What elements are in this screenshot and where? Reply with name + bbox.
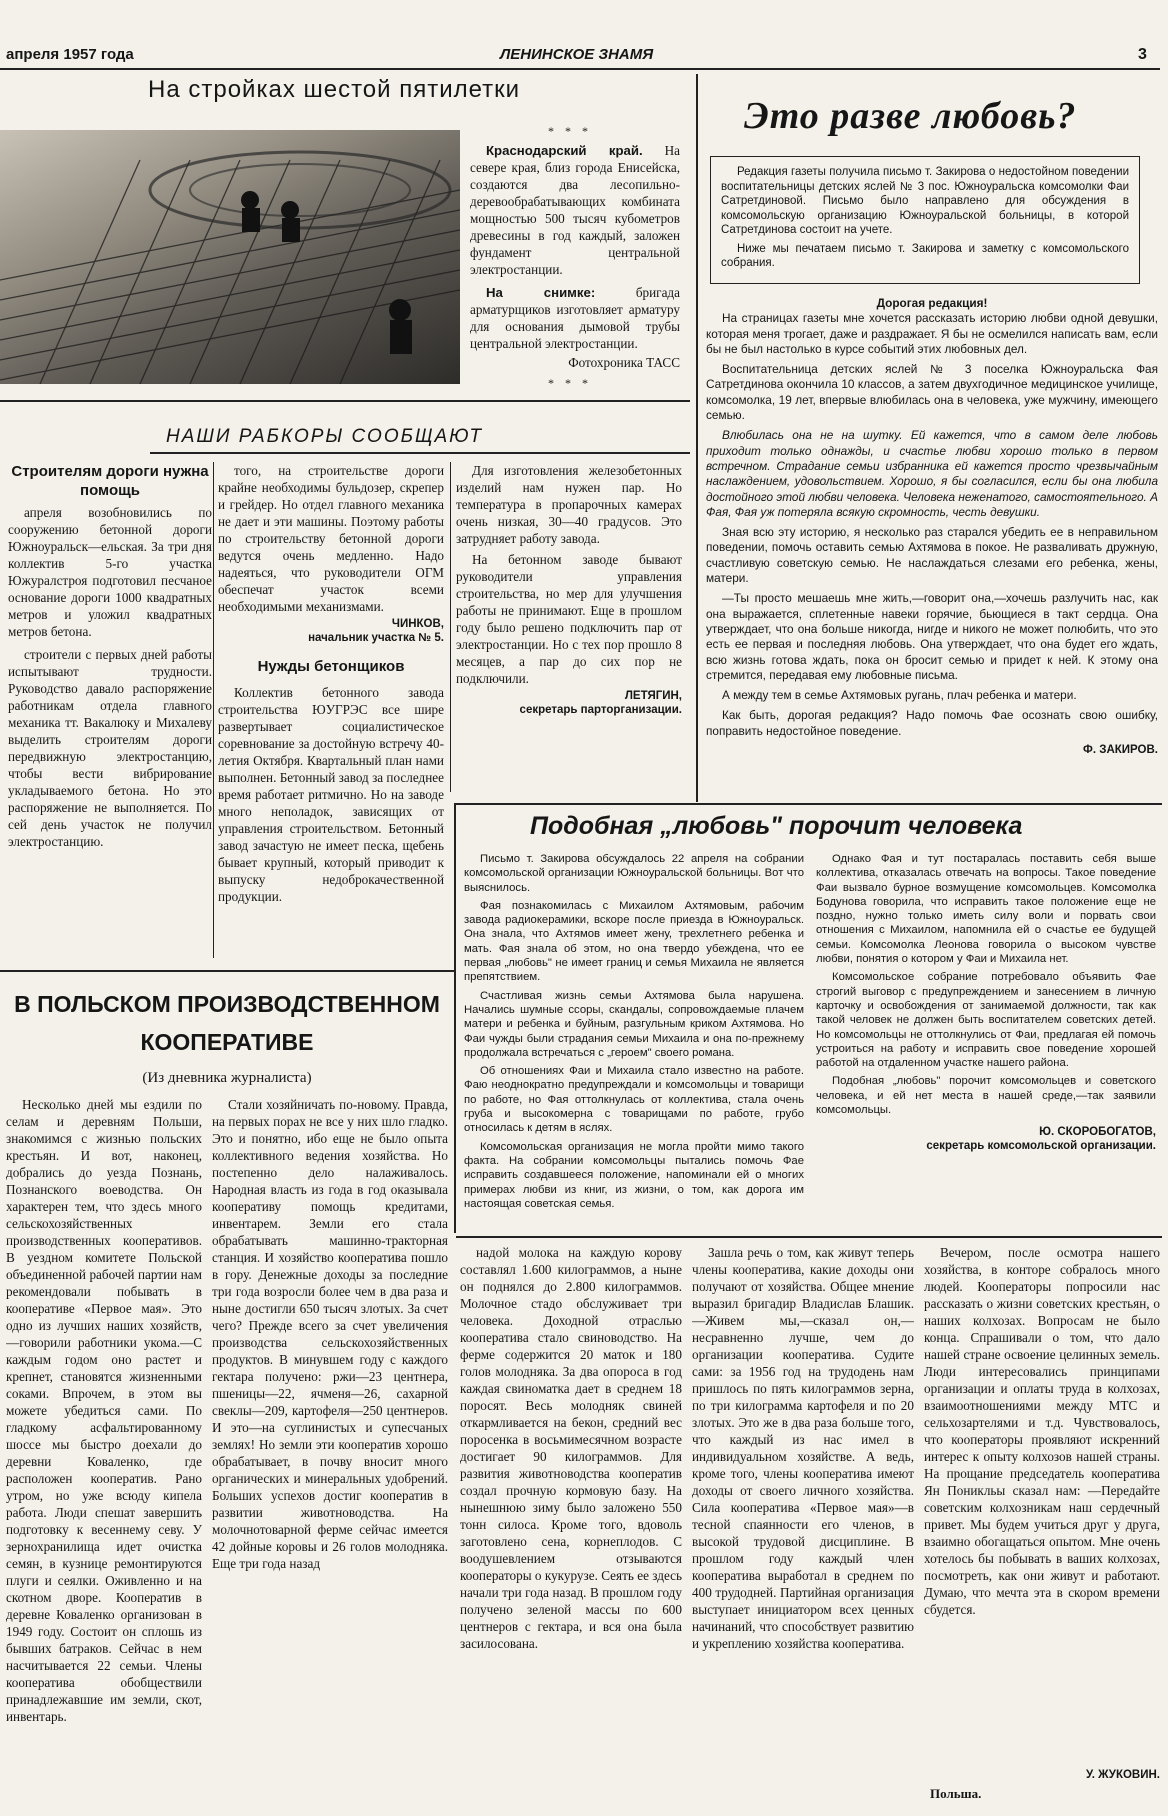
love-letter	[706, 296, 1158, 757]
roads-paragraph: строители с первых дней работы испытывают трудности. Руководство давало распоряжение работникам отдела главного механика тт. Вакалюку и Михалеву выделить строителям дороги передвижную электростанцию, чтобы вести вибрирование укладываемого бетона. Но это распоряжение не выполняется. По сей день участок не получил электростанцию.	[8, 647, 212, 849]
roads-paragraph: апреля возобновились по сооружению бетонной дороги Южноуральск—ельская. За три дня коллектив 5-го участка Южуралстроя подготовил песчаное основание дороги 1000 квадратных метров и уложил квадратных метров бетона.	[8, 505, 212, 639]
polish-col-2	[212, 1096, 448, 1808]
page-number: 3	[1138, 46, 1147, 63]
similar-signature: Ю. СКОРОБОГАТОВ,	[1039, 1126, 1156, 1139]
polish-paragraph: Зашла речь о том, как живут теперь члены кооператива, какие доходы они получают от хозяйства. Общее мнение выразил бригадир Владислав Блашик. —Живем мы,—сказал он,—несравненно лучше, чем до организации кооператива. Судите сами: за 1956 год на трудодень нам пришлось по пять килограммов зерна, по три килограмма картофеля и по 20 злотых. Это же в два раза больше того, что каждый из нас имел в индивидуальном хозяйстве. А ведь, кроме того, члены кооператива имеют доходы от своего личного хозяйства. Сила кооператива «Первое мая»—в тесной спаянности его членов, в высокой трудовой дисциплине. В прошлом году каждый член кооператива выработал в среднем по 400 трудодней. Партийная организация выступает инициатором всех ценных начинаний, что способствует развитию и укреплению хозяйства кооператива.	[692, 1245, 914, 1651]
polish-subtitle: (Из дневника журналиста)	[142, 1070, 312, 1086]
rabkory-col-rule-1	[213, 462, 214, 958]
construction-stars-top: * * *	[548, 124, 592, 138]
polish-col-3	[460, 1244, 682, 1808]
polish-paragraph: Вечером, после осмотра нашего хозяйства, в конторе собралось много людей. Кооператоры попросили нас рассказать о жизни советских крестьян, о наших колхозах. Вопросам не было конца. Спрашивали о том, что дало нашей стране освоение целинных земель. Люди интересовались принципами организации и оплаты труда в колхозах, взаимоотношениями между МТС и сельхозартелями и т.д. Чувствовалось, что кооператоры проявляют искренний интерес к опыту колхозов нашей страны. На прощание председатель кооператива Ян Поникльы сказал нам: —Передайте советским колхозникам наш сердечный привет. Мы будем учиться друг у друга, взаимно обогащаться опытом. Мне очень хотелось бы побывать в ваших колхозах, посмотреть, как они живут и работают. Думаю, что мечта эта в скором времени сбудется.	[924, 1245, 1160, 1617]
polish-col-1	[6, 1096, 202, 1808]
love-intro-text: Редакция газеты получила письмо т. Закирова о недостойном поведении воспитательницы детских яслей № 3 пос. Южноуральска комсомолки Фаи Сатретдиновой. Письмо было направлено для обсуждения в комсомольскую организацию Южноуральской больницы, в которой Сатретдинова состоит на учете.	[721, 166, 1129, 236]
concrete-title: Нужды бетонщиков	[257, 658, 405, 675]
construction-region: Краснодарский край.	[486, 143, 643, 158]
concrete-signature: ЛЕТЯГИН,	[624, 690, 682, 702]
love-paragraph: —Ты просто мешаешь мне жить,—говорит она,—хочешь разлучить нас, как она выражается, сплетенные навеки горячие, бьющиеся в такт сердца. Она утверждает, что она больше никогда, нигде и никого не может полюбить, что это есть ее первая и последняя любовь. Она утверждает, что она будет его ждать, всю жизнь готова ждать, пока он бросит семью и придет к ней. К этому она стремится, передавая ему любовные письма.	[706, 591, 1158, 682]
polish-col-5	[924, 1244, 1160, 1764]
rabkory-heading-underline	[150, 452, 690, 454]
rabkory-roads	[8, 462, 212, 850]
love-intro-box	[710, 156, 1140, 284]
construction-heading: На стройках шестой пятилетки	[148, 76, 521, 103]
photo-credit: Фотохроника ТАСС	[568, 355, 680, 370]
construction-text	[470, 142, 680, 371]
similar-paragraph: Комсомольская организация не могла пройти мимо такого факта. На собрании комсомольцы пытались помочь Фае исправить создавшееся положение, напоминали ей о многих примерах любви из книг, из жизни, о том, как дорога им настоящая советская семья.	[464, 1140, 804, 1210]
similar-paragraph: Комсомольское собрание потребовало объявить Фае строгий выговор с предупреждением и занесением в личную карточку и освобождения от занимаемой должности, так как такой человек не должен быть воспитателем советских детей. Но комсомольцы не оттолкнулись от Фаи, предлагая ей помочь устроиться на работу и исправить свое поведение хорошей работой на отдаленном участке нашего района.	[816, 971, 1156, 1070]
similar-left-rule	[454, 803, 456, 1233]
concrete-paragraph: Для изготовления железобетонных изделий нам нужен пар. Но температура в пропарочных камерах очень низкая, 30—40 градусов. Это затрудняет работу завода.	[456, 463, 682, 546]
column-rule-top	[696, 74, 698, 802]
love-paragraph: Влюбилась она не на шутку. Ей кажется, что в самом деле любовь приходит только однажды, и счастье любви хорошо только в первом встречном. Страдание семьи избранника ей кажется просто чрезвычайным наслаждением, удовольствием. Хорошо, я бы согласился, если бы она любила достойного этой любви человека. Человека неженатого, самостоятельного. А Фая, Фая уж потеряла всякую скромность, честь девушки.	[706, 428, 1158, 519]
love-salutation: Дорогая редакция!	[876, 296, 988, 310]
similar-paragraph: Однако Фая и тут постаралась поставить себя выше коллектива, отказалась отвечать на вопросы. Такое поведение Фаи вызвало бурное возмущение комсомольцев. Комсомолка Бодунова говорила, что исправить такое положение еще не поздно, нужно только иметь силу воли и порвать свои отношения с Михаилом, напомнила ей о счастье ее будущей семьи. Комсомолка Леонова говорила о высоком чувстве любви, понятия о котором у Фаи и Михаила нет.	[816, 853, 1156, 966]
polish-paragraph: Несколько дней мы ездили по селам и деревням Польши, знакомимся с жизнью польских крестьян. И вот, наконец, добрались до уезда Познань, Познанского воеводства. Он характерен тем, что здесь много сельскохозяйственных производственных кооперативов. В уездном комитете Польской объединенной рабочей партии нам рекомендовали побывать в кооперативе «Первое мая». Это одно из лучших наших хозяйств,—говорили работники укома.—С каждым годом оно растет и крепнет, становятся жизненными соками. Впрочем, в этом вы можете убедиться сами. По гладкому асфальтированному шоссе мы быстро доехали до деревни Коваленко, где расположен кооператив. Рано утром, но уже всюду кипела работа. Люди спешат завершить подготовку к весеннему севу. У зернохранилища идет очистка семян, в кузнице ремонтируются плуги и сеялки. Оживленно и на скотном дворе. Кооператив в деревне Коваленко организован в 1949 году. Состоит он сплошь из бывших батраков. Сейчас в нем насчитывается 22 семьи. Члены кооператива обобществили принадлежавшие им земли, скот, инвентарь.	[6, 1097, 202, 1724]
newspaper-name: ЛЕНИНСКОЕ ЗНАМЯ	[500, 46, 654, 63]
similar-paragraph: Письмо т. Закирова обсуждалось 22 апреля на собрании комсомольской организации Южноуральской больницы. Вот что выяснилось.	[464, 853, 804, 894]
roads-title: Строителям дороги нужна помощь	[11, 463, 209, 499]
rabkory-roads-cont	[218, 462, 444, 905]
similar-left-col	[464, 852, 804, 1211]
polish-place: Польша.	[930, 1786, 982, 1801]
masthead	[0, 42, 1168, 68]
roads-signature: ЧИНКОВ,	[391, 618, 444, 630]
rabkory-heading: НАШИ РАБКОРЫ СООБЩАЮТ	[166, 426, 483, 447]
roads-paragraph: того, на строительстве дороги крайне необходимы бульдозер, скрепер и грейдер. Но отдел главного механика не дает и эти машины. Поэтому работы по строительству бетонной дороги ведутся очень медленно. Надо надеяться, что руководители ОГМ обеспечат участок всеми необходимыми механизмами.	[218, 463, 444, 614]
rabkory-col-rule-2	[450, 462, 451, 792]
similar-paragraph: Об отношениях Фаи и Михаила стало известно на работе. Фаю неоднократно предупреждали и комсомольцы и товарищи по работе, но Фая оттолкнулась от коллектива, стала очень груба и высокомерна с товарищами по работе, грубо относилась к детям в яслях.	[464, 1065, 804, 1135]
similar-right-col	[816, 852, 1156, 1153]
concrete-signature-role: секретарь парторганизации.	[519, 704, 682, 716]
polish-title-2: КООПЕРАТИВЕ	[140, 1029, 314, 1055]
polish-title-1: В ПОЛЬСКОМ ПРОИЗВОДСТВЕННОМ	[14, 991, 440, 1017]
similar-top-rule	[456, 803, 1162, 805]
roads-signature-role: начальник участка № 5.	[308, 632, 444, 644]
love-paragraph: Зная всю эту историю, я несколько раз старался убедить ее в неправильном поведении, помочь оставить семью Ахтямова в покое. Не разваливать дружную, счастливую советскую семью. Не наслаждаться слезами его ребенка, жены, матери.	[706, 525, 1158, 586]
rabkory-concrete-cont	[456, 462, 682, 717]
construction-stars-bottom: * * *	[548, 376, 592, 390]
photo-caption: бригада арматурщиков изготовляет арматуру для основания дымовой трубы центральной электростанции.	[470, 285, 680, 351]
love-paragraph: А между тем в семье Ахтямовых ругань, плач ребенка и матери.	[722, 688, 1077, 703]
construction-body: На севере края, близ города Енисейска, создаются два лесопильно-деревообрабатывающих комбината мощностью 500 тысяч кубометров древесины в год каждый, заложен фундамент центральной электростанции.	[470, 143, 680, 277]
masthead-rule	[0, 68, 1160, 70]
love-paragraph: Как быть, дорогая редакция? Надо помочь Фае осознать свою ошибку, поправить недостойное поведение.	[706, 708, 1158, 738]
love-signature: Ф. ЗАКИРОВ.	[1083, 744, 1158, 757]
photo-rebar-illustration	[0, 130, 460, 384]
concrete-paragraph: На бетонном заводе бывают руководители управления строительства, но мер для улучшения работы не принимают. Еще в прошлом году было решено подключить пар от электростанции. Но с тех пор прошло 8 месяцев, а пар до сих пор не подключили.	[456, 552, 682, 686]
polish-top-rule	[0, 970, 454, 972]
polish-paragraph: надой молока на каждую корову составлял 1.600 килограммов, а ныне он поднялся до 2.800 килограммов. Молочное стадо обслуживает три человека. Доходной отраслью кооператива стало свиноводство. На ферме содержится 20 маток и 180 голов молодняка. За два опороса в год каждая свиноматка дает в среднем 18 поросят. Весь молодняк свиней откармливается на бекон, средний вес поросенка в восьмимесячном возрасте достигает 90 килограммов. Для развития животноводства кооператив создал прочную кормовую базу. На нынешнюю зиму было заложено 550 тонн силоса. Кроме того, вдоволь заготовлено сена, корнеплодов. С воодушевлением отзываются кооператоры о кукурузе. Сеять ее здесь начали три года назад. В прошлом году получено зеленой массы по 600 центнеров с гектара, и вся она была заcилосована.	[460, 1245, 682, 1651]
similar-paragraph: Фая познакомилась с Михаилом Ахтямовым, рабочим завода радиокерамики, вскоре после приезда в Южноуральск. Она знала, что Ахтямов имеет жену, трехлетнего ребенка и мать. Фая знала об этом, но она твердо убеждена, что ее первая „любовь" не имеет границ и семья Михаила не является препятствием.	[464, 899, 804, 984]
love-title: Это разве любовь?	[744, 95, 1077, 137]
love-paragraph: Воспитательница детских яслей № 3 поселка Южноуральска Фая Сатретдинова окончила 10 классов, а затем двухгодичное медицинское училище, комсомолка, 19 лет, впервые влюбилась она в человека, уже мужчину, имеющего семью.	[706, 362, 1158, 423]
rabkory-rule	[0, 400, 690, 402]
polish-col-4	[692, 1244, 914, 1808]
polish-bottom-rule	[456, 1236, 1162, 1238]
construction-photo	[0, 130, 460, 384]
issue-date: апреля 1957 года	[6, 46, 134, 63]
concrete-paragraph: Коллектив бетонного завода строительства ЮУГРЭС все шире развертывает социалистическое соревнование за достойную встречу 40-летия Октября. Квартальный план нами выполнен. Бетонный завод за последнее время работает ритмично. Но на заводе много неполадок, зависящих от управления строительством. Бетонный завод зачастую не имеет песка, щебень бывает крупный, который приводит к выпуску недоброкачественной продукции.	[218, 685, 444, 904]
love-article	[704, 74, 1162, 804]
similar-title: Подобная „любовь" порочит человека	[530, 812, 1023, 840]
love-intro-note: Ниже мы печатаем письмо т. Закирова и заметку с комсомольского собрания.	[721, 242, 1129, 269]
caption-lead: На снимке:	[486, 285, 596, 300]
construction-section	[0, 74, 690, 394]
similar-signature-role: секретарь комсомольской организации.	[926, 1140, 1156, 1153]
polish-signature: У. ЖУКОВИН.	[1086, 1769, 1160, 1781]
similar-paragraph: Подобная „любовь" порочит комсомольцев и советского человека, и ей нет места в нашей среде,—так заявили комсомольцы.	[816, 1075, 1156, 1117]
love-paragraph: На страницах газеты мне хочется рассказать историю любви одной девушки, которая меня трогает, даже и раздражает. Я бы не осмелился написать вам, если бы не был настолько в курсе событий этих любовных дел.	[706, 311, 1158, 356]
polish-paragraph: Стали хозяйничать по-новому. Правда, на первых порах не все у них шло гладко. Это и понятно, ибо еще не было опыта коллективного ведения хозяйства. Но постепенно дело налаживалось. Народная власть из года в год оказывала кооперативу помощь кредитами, инвентарем. Земли его стала обрабатывать машинно-тракторная станция. И хозяйство кооператива пошло в гору. Денежные доходы за последние три года возросли более чем в два раза и ныне достигли 650 тысяч злотых. За счет чего? Прежде всего за счет увеличения производства сельскохозяйственных продуктов. В минувшем году с каждого гектара получено: ржи—23 центнера, пшеницы—22, ячменя—26, сахарной свеклы—209, картофеля—250 центнеров. И это—на суглинистых и супесчаных землях! Но земли эти кооператив хорошо обрабатывает, в почву вносит много органических и минеральных удобрений. Больших успехов достиг кооператив в развитии животноводства. На молочнотоварной ферме сейчас имеется 42 дойные коровы и 26 голов молодняка. Еще три года назад	[212, 1097, 448, 1571]
similar-paragraph: Счастливая жизнь семьи Ахтямова была нарушена. Начались шумные ссоры, скандалы, сопровождаемые плачем матери и ребенка и буйным, разгульным криком Ахтямова. Но Фаи чужды были страдания семьи Михаила и она по-прежнему продолжала встречаться с „героем" своего романа.	[464, 989, 804, 1059]
